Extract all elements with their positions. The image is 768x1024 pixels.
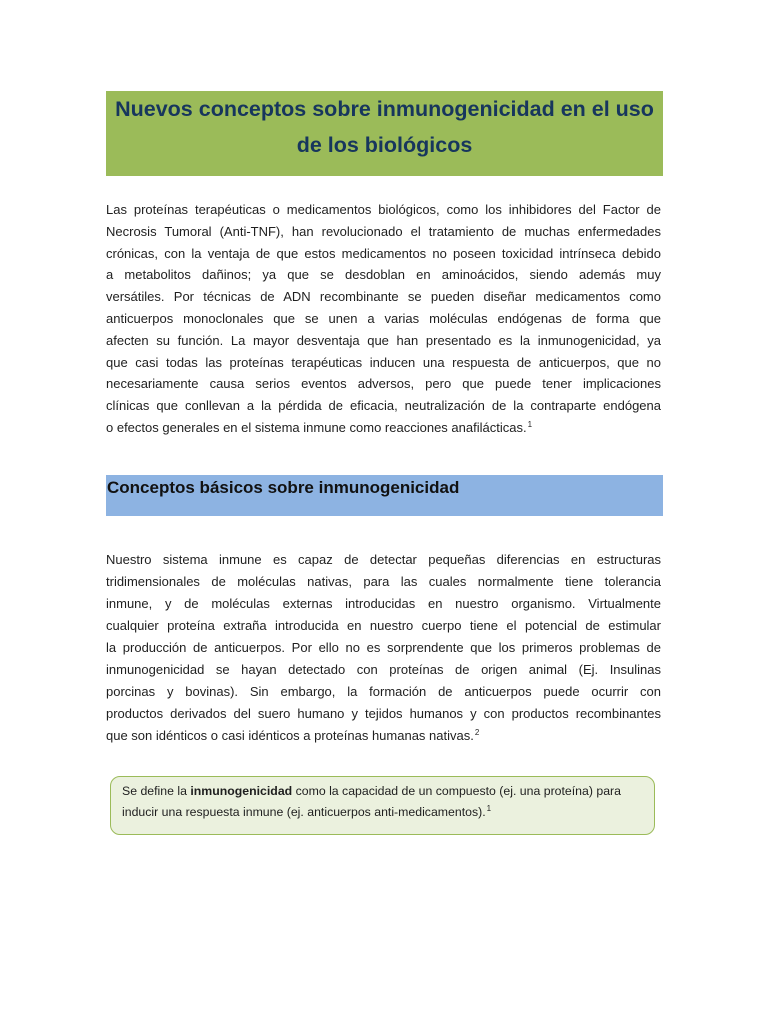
section-paragraph <box>106 549 661 747</box>
intro-line: crónicas, con la ventaja de que estos medicamentos no poseen toxicidad intrínseca debido <box>106 245 661 261</box>
section-line: la producción de anticuerpos. Por ello no es sorprendente que los primeros problemas de <box>106 640 661 655</box>
definition-line <box>122 802 644 823</box>
section-band <box>106 475 663 516</box>
definition-text: como la capacidad de un compuesto (ej. una proteína) para <box>292 784 621 798</box>
intro-line: Necrosis Tumoral (Anti-TNF), han revolucionado el tratamiento de muchas enfermedades <box>106 223 661 239</box>
title-band <box>106 91 663 176</box>
intro-line: versátiles. Por técnicas de ADN recombinante se pueden diseñar medicamentos como <box>106 289 661 305</box>
definition-text: Se define la <box>122 784 191 798</box>
intro-line: que casi todas las proteínas terapéuticas inducen una respuesta de anticuerpos, que no <box>106 354 661 370</box>
intro-paragraph <box>106 199 661 439</box>
intro-line: a metabolitos dañinos; ya que se desdoblan en aminoácidos, siendo además muy <box>106 267 661 283</box>
page-title-line: de los biológicos <box>296 133 473 157</box>
footnote-marker: 2 <box>474 728 480 737</box>
section-line: tridimensionales de moléculas nativas, para las cuales normalmente tiene tolerancia <box>106 574 661 589</box>
section-last-line-text: que son idénticos o casi idénticos a proteínas humanas nativas. <box>106 728 474 743</box>
intro-line: afecten su función. La mayor desventaja que han presentado es la inmunogenicidad, ya <box>106 332 661 348</box>
section-line: inmunogenicidad se hayan detectado con proteínas de origen animal (Ej. Insulinas <box>106 662 661 677</box>
intro-line: necesariamente causa serios eventos adversos, pero que puede tener implicaciones <box>106 376 661 392</box>
intro-last-line <box>106 417 661 439</box>
section-line: productos derivados del suero humano y tejidos humanos y con productos recombinantes <box>106 706 661 721</box>
intro-last-line-text: o efectos generales en el sistema inmune como reacciones anafilácticas. <box>106 419 527 435</box>
section-line: cualquier proteína extraña introducida en nuestro cuerpo tiene el potencial de estimular <box>106 618 661 633</box>
section-line: Nuestro sistema inmune es capaz de detectar pequeñas diferencias en estructuras <box>106 552 661 567</box>
section-line: porcinas y bovinas). Sin embargo, la formación de anticuerpos puede ocurrir con <box>106 684 661 699</box>
definition-text: inducir una respuesta inmune (ej. anticuerpos anti-medicamentos). <box>122 805 486 819</box>
definition-term: inmunogenicidad <box>190 784 293 798</box>
section-line: inmune, y de moléculas externas introducidas en nuestro organismo. Virtualmente <box>106 596 661 611</box>
intro-line: Las proteínas terapéuticas o medicamentos biológicos, como los inhibidores del Factor de <box>106 202 661 217</box>
definition-line <box>122 781 644 802</box>
section-heading: Conceptos básicos sobre inmunogenicidad <box>107 478 460 497</box>
footnote-marker: 1 <box>486 804 492 813</box>
definition-callout <box>110 776 655 835</box>
footnote-marker: 1 <box>527 419 533 429</box>
intro-line: clínicas que conllevan a la pérdida de eficacia, neutralización de la contraparte endógena <box>106 398 661 414</box>
intro-line: anticuerpos monoclonales que se unen a varias moléculas endógenas de forma que <box>106 310 661 326</box>
page-title-line: Nuevos conceptos sobre inmunogenicidad en el uso <box>115 97 654 121</box>
section-last-line <box>106 725 661 747</box>
